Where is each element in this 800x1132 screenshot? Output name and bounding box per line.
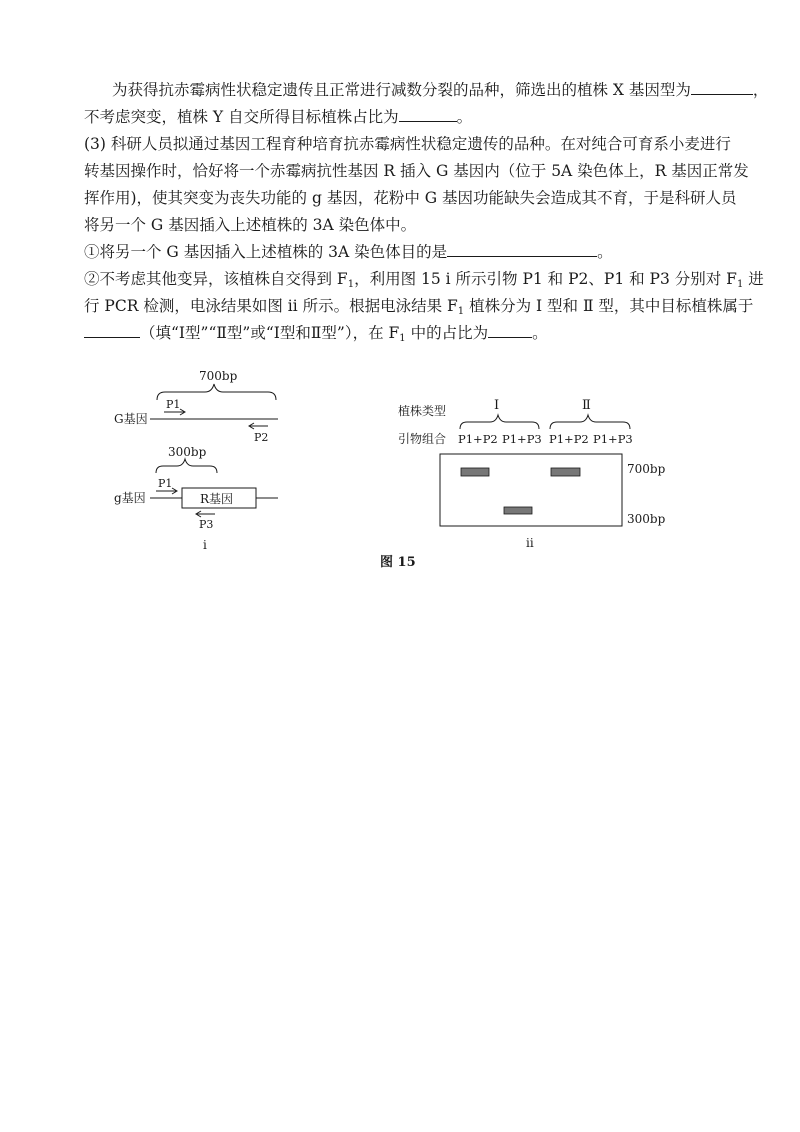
band-300bp-lane2 <box>504 507 532 514</box>
answer-blank <box>691 80 753 95</box>
lane-label-3: P1+P2 <box>549 432 589 446</box>
label-small-p1: P1 <box>158 477 173 490</box>
label-type-I: Ⅰ <box>494 398 500 413</box>
text-q2c-end: 。 <box>532 324 548 342</box>
label-g-gene: G基因 <box>114 412 148 426</box>
paragraph-line <box>112 80 768 100</box>
subscript: 1 <box>399 333 406 344</box>
text-q2c-1: （填“Ⅰ型”“Ⅱ型”或“Ⅰ型和Ⅱ型”），在 F <box>140 324 400 342</box>
text-q2a-2: ，利用图 15 ⅰ 所示引物 P1 和 P2、P1 和 P3 分别对 F <box>354 270 737 288</box>
subscript: 1 <box>736 279 744 290</box>
text-q1: ①将另一个 G 基因插入上述植株的 3A 染色体目的是 <box>84 243 448 261</box>
paragraph-line: 挥作用)，使其突变为丧失功能的 g 基因，花粉中 G 基因功能缺失会造成其不育，于是科研人员 <box>84 189 737 207</box>
question-line <box>84 323 548 349</box>
marker-700bp: 700bp <box>627 462 666 476</box>
text-p1b: 不考虑突变，植株 Y 自交所得目标植株占比为 <box>84 108 399 126</box>
question-line <box>84 242 613 262</box>
figure-ii-electrophoresis <box>390 395 710 555</box>
figure-ii-sublabel: ii <box>526 536 534 550</box>
answer-blank <box>399 107 457 122</box>
label-300bp: 300bp <box>168 445 207 459</box>
question-line <box>84 269 764 295</box>
label-700bp: 700bp <box>199 369 238 383</box>
text-q2a-3: 进 <box>743 270 764 288</box>
brace-300bp <box>156 459 217 473</box>
question-line <box>84 296 753 322</box>
text-p1a-end: ， <box>752 81 769 99</box>
figure-i-gene-diagram <box>100 360 300 560</box>
text-q2b-2: 植株分为 Ⅰ 型和 Ⅱ 型，其中目标植株属于 <box>464 297 754 315</box>
answer-blank <box>84 323 140 338</box>
text-p1a: 为获得抗赤霉病性状稳定遗传且正常进行减数分裂的品种，筛选出的植株 X 基因型为 <box>112 81 691 99</box>
subscript: 1 <box>457 306 465 317</box>
paragraph-line <box>84 107 472 127</box>
label-g-p2: P2 <box>254 431 269 444</box>
brace-type-II <box>550 415 630 429</box>
marker-300bp: 300bp <box>627 512 666 526</box>
text-q1-end: 。 <box>597 243 613 261</box>
text-p1b-end: 。 <box>456 108 473 126</box>
label-small-g-gene: g基因 <box>114 491 146 505</box>
band-700bp-lane3 <box>551 468 580 476</box>
label-r-gene: R基因 <box>200 492 234 506</box>
label-g-p1: P1 <box>166 398 181 411</box>
lane-label-1: P1+P2 <box>458 432 498 446</box>
figure-i-sublabel: i <box>203 538 207 552</box>
answer-blank <box>447 242 597 257</box>
lane-label-4: P1+P3 <box>593 432 633 446</box>
brace-type-I <box>460 415 539 429</box>
answer-blank <box>488 323 532 338</box>
subscript: 1 <box>347 279 355 290</box>
paragraph-line: (3) 科研人员拟通过基因工程育种培育抗赤霉病性状稳定遗传的品种。在对纯合可育系小麦进行 <box>84 135 731 153</box>
lane-label-2: P1+P3 <box>502 432 542 446</box>
label-small-p3: P3 <box>199 518 214 531</box>
paragraph-line: 转基因操作时，恰好将一个赤霉病抗性基因 R 插入 G 基因内（位于 5A 染色体上，R 基因正常发 <box>84 162 749 180</box>
text-q2c-2: 中的占比为 <box>405 324 489 342</box>
label-plant-type: 植株类型 <box>398 404 447 418</box>
gel-frame <box>440 454 622 526</box>
label-type-II: Ⅱ <box>582 398 591 413</box>
text-q2b-1: 行 PCR 检测，电泳结果如图 ⅱ 所示。根据电泳结果 F <box>84 297 458 315</box>
label-primer-combo: 引物组合 <box>398 432 447 446</box>
paragraph-line: 将另一个 G 基因插入上述植株的 3A 染色体中。 <box>84 216 417 234</box>
text-q2a-1: ②不考虑其他变异，该植株自交得到 F <box>84 270 348 288</box>
figure-caption: 图 15 <box>380 555 416 570</box>
band-700bp-lane1 <box>461 468 489 476</box>
